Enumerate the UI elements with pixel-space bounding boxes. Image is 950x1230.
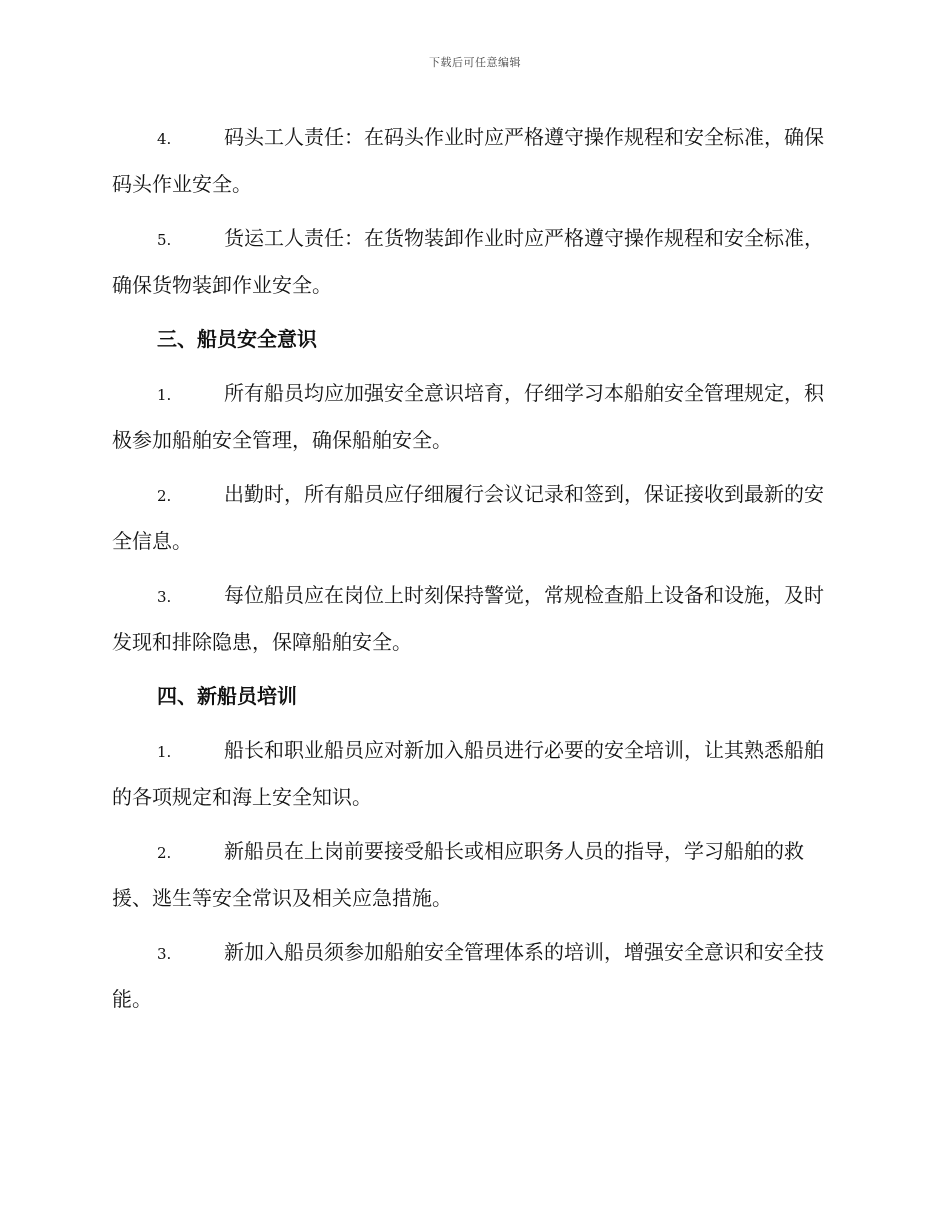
section-heading-new-crew-training: 四、新船员培训	[157, 684, 297, 708]
list-text: 货运工人责任：在货物装卸作业时应严格遵守操作规程和安全标准，确保货物装卸作业安全。	[112, 226, 824, 297]
list-number: 3.	[157, 945, 172, 963]
list-text: 码头工人责任：在码头作业时应严格遵守操作规程和安全标准，确保码头作业安全。	[112, 125, 824, 196]
list-number: 5.	[157, 231, 172, 249]
list-number: 4.	[157, 130, 172, 148]
list-text: 船长和职业船员应对新加入船员进行必要的安全培训，让其熟悉船舶的各项规定和海上安全知识。	[112, 738, 824, 809]
list-item-1	[112, 371, 834, 463]
page-header: 下载后可任意编辑	[429, 56, 521, 69]
list-text: 新加入船员须参加船舶安全管理体系的培训，增强安全意识和安全技能。	[112, 940, 824, 1011]
list-item-2	[112, 472, 834, 564]
document-body	[112, 115, 834, 1031]
list-text: 每位船员应在岗位上时刻保持警觉，常规检查船上设备和设施，及时发现和排除隐患，保障船舶安全。	[112, 583, 824, 654]
list-item-2	[112, 829, 834, 921]
list-text: 出勤时，所有船员应仔细履行会议记录和签到，保证接收到最新的安全信息。	[112, 482, 824, 553]
list-number: 2.	[157, 844, 172, 862]
list-text: 所有船员均应加强安全意识培育，仔细学习本船舶安全管理规定，积极参加船舶安全管理，确保船舶安全。	[112, 381, 824, 452]
list-item-1	[112, 728, 834, 820]
list-number: 1.	[157, 386, 172, 404]
list-item-5	[112, 216, 834, 308]
list-text: 新船员在上岗前要接受船长或相应职务人员的指导，学习船舶的救援、逃生等安全常识及相关应急措施。	[112, 839, 804, 910]
list-number: 2.	[157, 487, 172, 505]
list-item-3	[112, 930, 834, 1022]
section-heading-crew-safety-awareness: 三、船员安全意识	[157, 327, 317, 351]
list-item-3	[112, 573, 834, 665]
list-item-4	[112, 115, 834, 207]
list-number: 3.	[157, 588, 172, 606]
list-number: 1.	[157, 743, 172, 761]
